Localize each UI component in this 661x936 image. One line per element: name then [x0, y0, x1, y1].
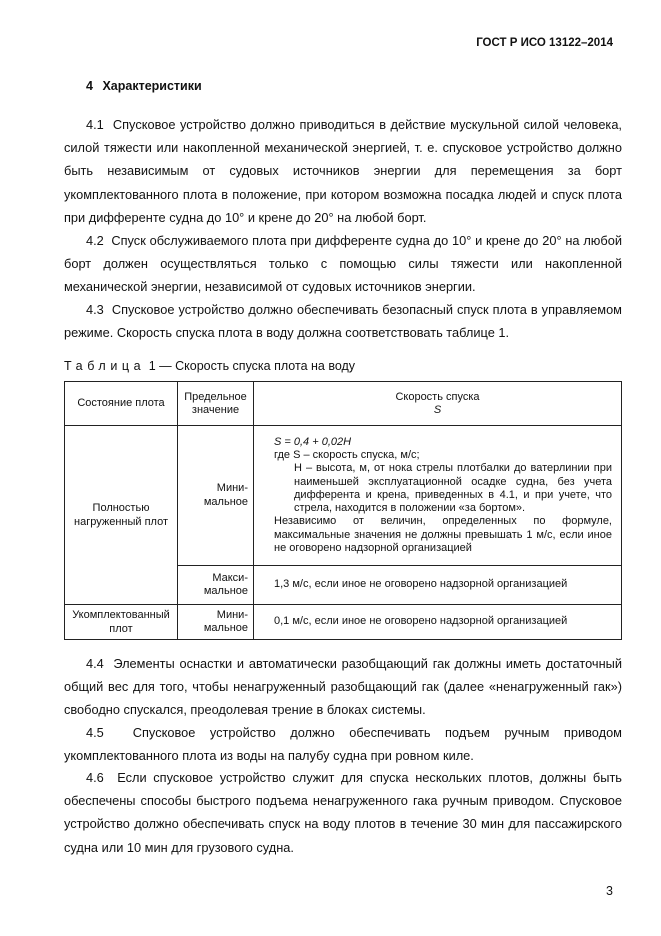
table-row	[65, 426, 622, 566]
speed-formula: S = 0,4 + 0,02H	[274, 436, 352, 449]
paragraph-number: 4.2	[86, 233, 104, 248]
equipped-min-label: Мини-мальное	[178, 605, 254, 640]
header-speed-label: Скорость спуска	[395, 390, 480, 403]
paragraph-number: 4.1	[86, 117, 104, 132]
speed-table	[64, 381, 622, 640]
section-heading	[86, 79, 202, 93]
paragraph-number: 4.4	[86, 656, 104, 671]
paragraph-4-4	[64, 652, 622, 722]
table-caption	[64, 359, 355, 373]
paragraph-number: 4.5	[86, 725, 104, 740]
section-title: Характеристики	[102, 79, 202, 93]
table-caption-word: Таблица	[64, 359, 146, 373]
header-limit: Предельное значение	[178, 382, 254, 426]
paragraph-text: Если спусковое устройство служит для спуска нескольких плотов, должны быть обеспечены способы быстрого подъема ненагруженного гака ручным приводом. Спусковое устройство должно обеспечивать спуск на воду плотов в течение 30 мин для пассажирского судна или 10 мин для грузового судна.	[64, 770, 622, 855]
table-caption-title: 1 — Скорость спуска плота на воду	[148, 359, 356, 373]
equipped-min-value: 0,1 м/с, если иное не оговорено надзорной организацией	[254, 605, 622, 640]
paragraph-number: 4.6	[86, 770, 104, 785]
table-header-row	[65, 382, 622, 426]
loaded-max-value: 1,3 м/с, если иное не оговорено надзорной организацией	[254, 566, 622, 605]
paragraph-text: Спусковое устройство должно обеспечивать подъем ручным приводом укомплектованного плота из воды на палубу судна при ровном киле.	[64, 725, 622, 764]
paragraph-4-2	[64, 229, 622, 299]
paragraph-4-6	[64, 766, 622, 859]
paragraph-text: Спуск обслуживаемого плота при дифференте судна до 10° и крене до 20° на любой борт должен осуществляться только с помощью силы тяжести или накопленной механической энергии, независимой от судовых источников энергии.	[64, 233, 622, 295]
paragraph-number: 4.3	[86, 302, 104, 317]
header-state: Состояние плота	[65, 382, 178, 426]
document-id: ГОСТ Р ИСО 13122–2014	[476, 37, 613, 49]
formula-height-line: H – высота, м, от нока стрелы плотбалки до ватерлинии при наименьшей эксплуатационной осадке судна, без учета дифферента и крена, приведенных в 4.1, и при учете, что стрела, находится в положении «за бортом».	[294, 462, 612, 515]
table-row	[65, 605, 622, 640]
formula-where-line: где S – скорость спуска, м/с;	[274, 449, 420, 462]
paragraph-text: Спусковое устройство должно обеспечивать безопасный спуск плота в управляемом режиме. Скорость спуска плота в воду должна соответствовать таблице 1.	[64, 302, 622, 341]
header-speed-symbol: S	[433, 403, 442, 416]
loaded-state-cell: Полностью нагруженный плот	[65, 426, 178, 605]
header-speed	[254, 382, 622, 426]
equipped-state-cell: Укомплектованный плот	[65, 605, 178, 640]
formula-limit-note: Независимо от величин, определенных по формуле, максимальные значения не должны превышать 1 м/с, если иное не оговорено надзорной организацией	[274, 515, 612, 554]
paragraph-text: Спусковое устройство должно приводиться в действие мускульной силой человека, силой тяжести или накопленной механической энергией, т. е. спусковое устройство должно быть независимым от судовых источников энергии для перемещения за борт укомплектованного плота в положение, при котором возможна посадка людей и спуск плота при дифференте судна до 10° и крене до 20° на любой борт.	[64, 117, 622, 225]
loaded-max-label: Макси-мальное	[178, 566, 254, 605]
paragraph-4-5	[64, 721, 622, 767]
paragraph-4-3	[64, 298, 622, 344]
paragraph-text: Элементы оснастки и автоматически разобщающий гак должны иметь достаточный общий вес для того, чтобы ненагруженный разобщающий гак (далее «ненагруженный гак») свободно спускался, преодолевая трение в блоках системы.	[64, 656, 622, 718]
page-number: 3	[606, 884, 613, 898]
paragraph-4-1	[64, 113, 622, 229]
loaded-min-label: Мини-мальное	[178, 426, 254, 566]
section-number: 4	[86, 79, 93, 93]
loaded-min-value	[254, 426, 622, 566]
